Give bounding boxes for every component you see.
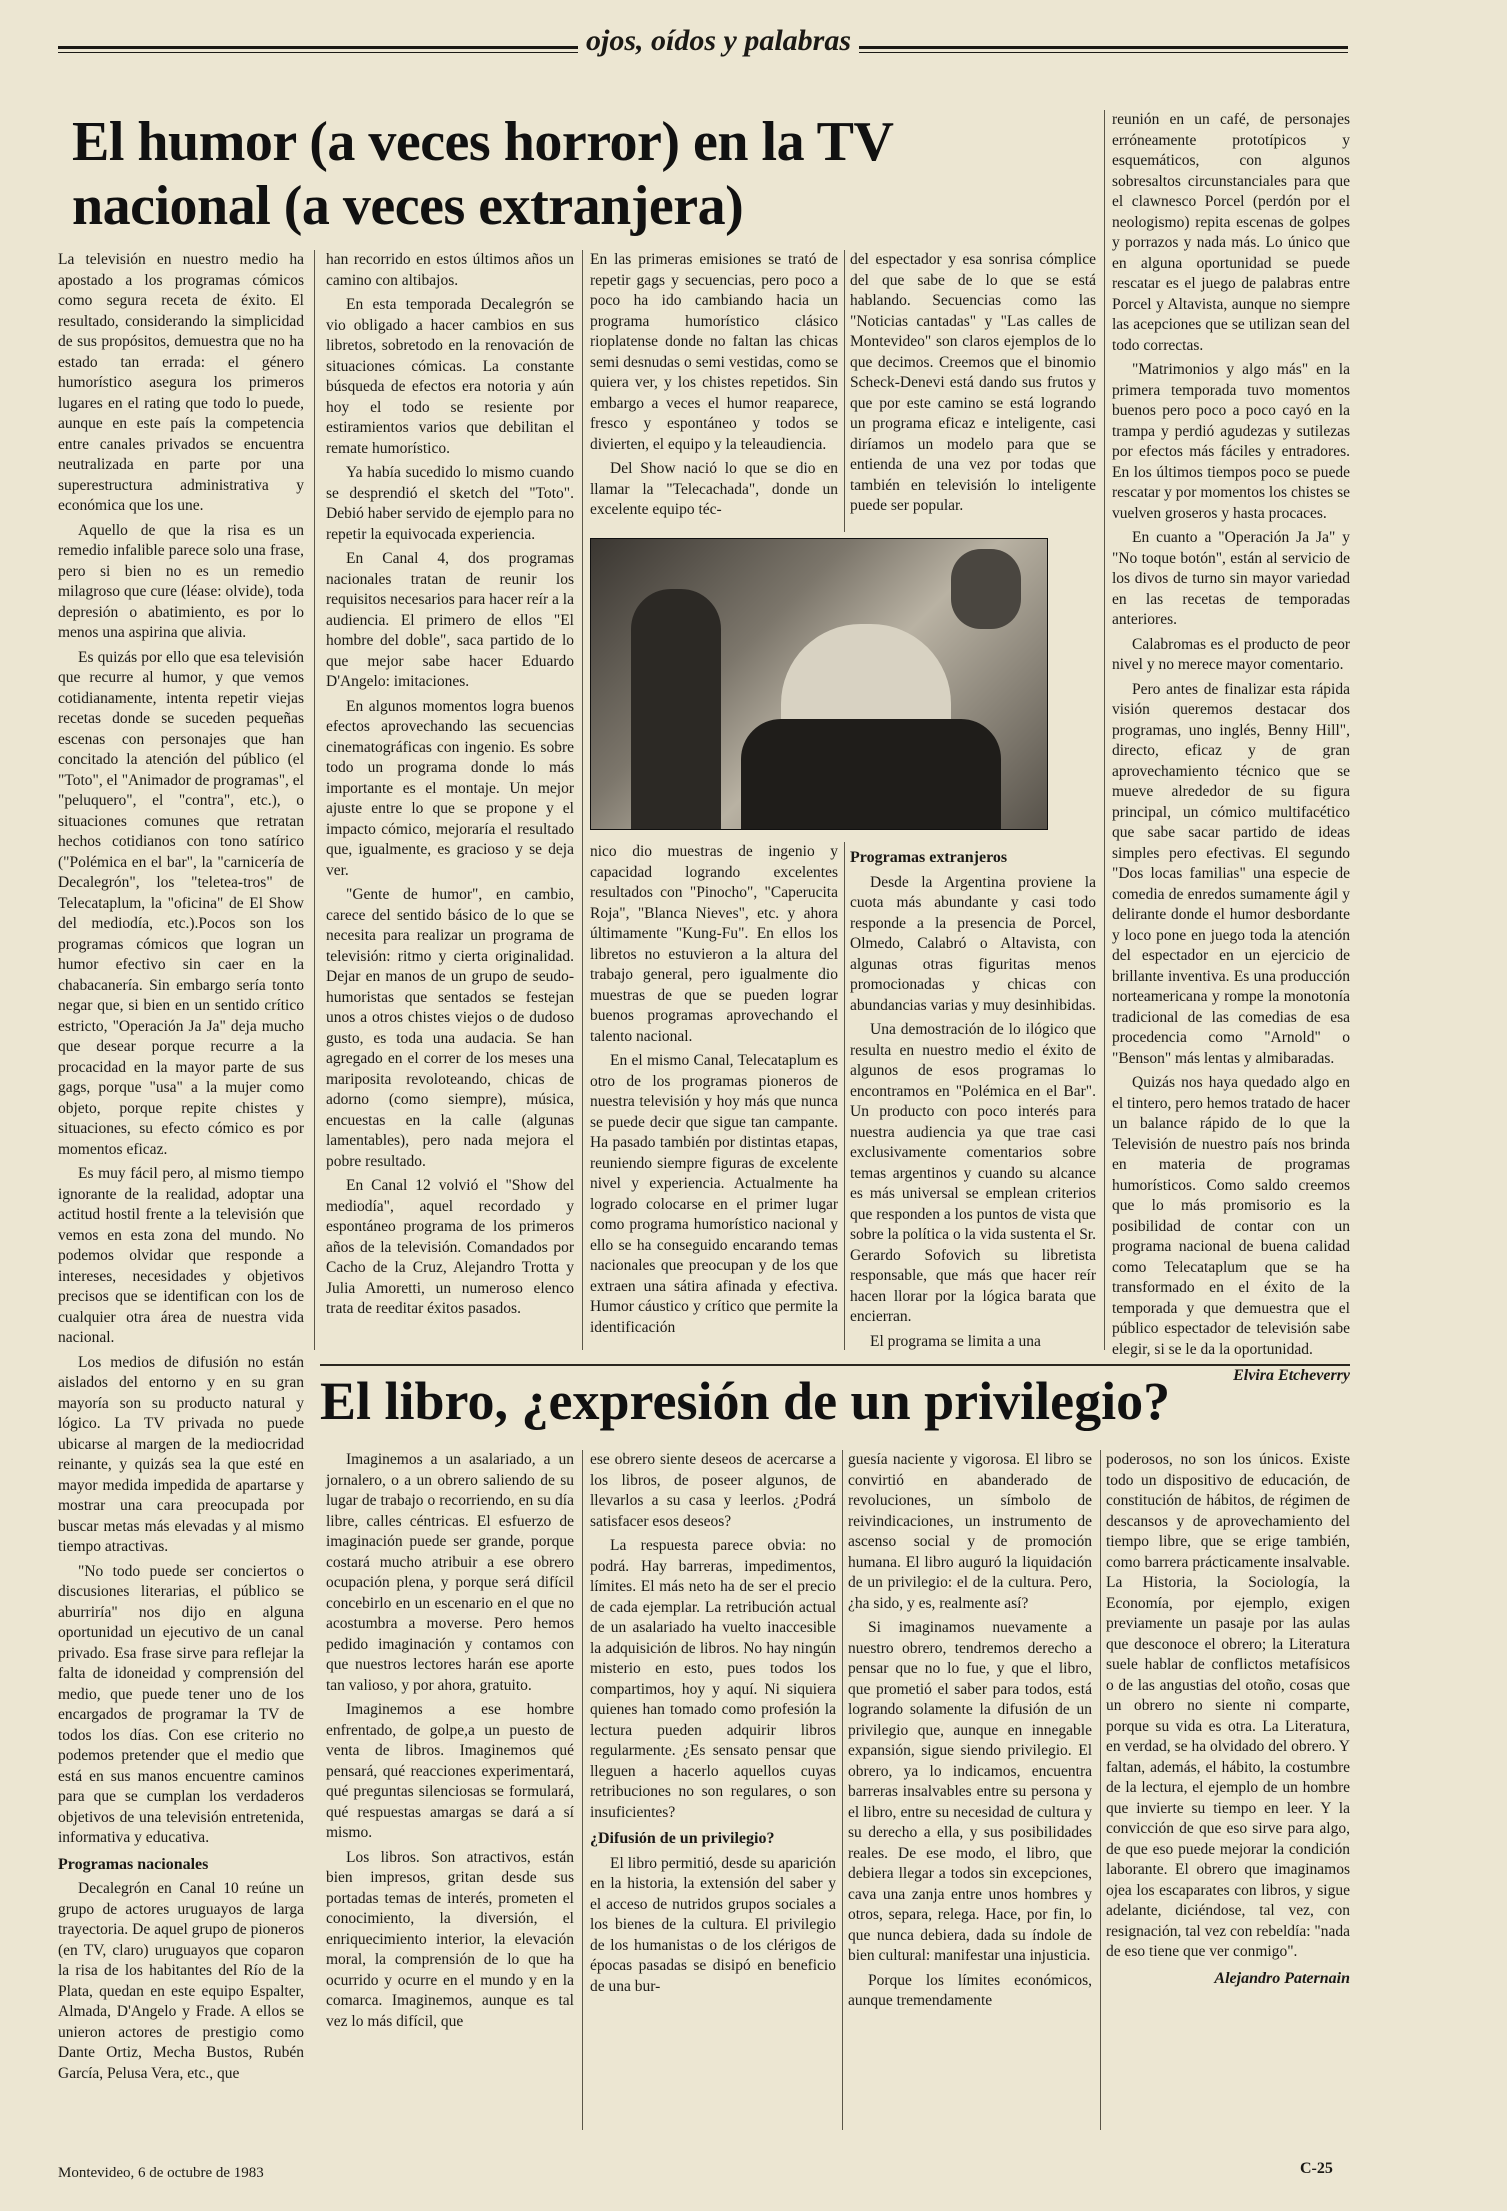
- paragraph: Calabromas es el producto de peor nivel y no merece mayor comentario.: [1112, 635, 1350, 673]
- section-header: [58, 22, 1348, 62]
- paragraph: Es muy fácil pero, al mismo tiempo ignorante de la realidad, adoptar una actitud hostil frente a la televisión que vemos en esta zona del mundo. No podemos olvidar que responde a intereses, necesidades y objetivos precisos que se identifican con los de cualquier otra área de nuestra vida nacional.: [58, 1165, 304, 1346]
- article1-headline: El humor (a veces horror) en la TV nacional (a veces extranjera): [72, 111, 893, 237]
- paragraph: Imaginemos a ese hombre enfrentado, de golpe,a un puesto de venta de libros. Imaginemos qué pensará, qué reacciones experimentará, qué preguntas silenciosas se formulará, qué respuestas amargas se dará a sí mismo.: [326, 1701, 574, 1841]
- paragraph: reunión en un café, de personajes erróneamente prototípicos y esquemáticos, con algunos sobresaltos circunstanciales para que el clawnesco Porcel (perdón por el neologismo) repita escenas de golpes y porrazos y nada más. Lo único que en alguna oportunidad se puede rescatar es el juego de palabras entre Porcel y Altavista, aunque no siempre las acepciones que se utilizan sean del todo correctas.: [1112, 111, 1350, 354]
- column-rule: [582, 1450, 583, 2130]
- paragraph: "No todo puede ser conciertos o discusiones literarias, el público se aburriría" nos dijo en alguna oportunidad un ejecutivo de un canal privado. Esa frase sirve para reflejar la falta de idoneidad y comprensión del medio, que puede tener uno de los encargados de programar la TV de todos los días. Con ese criterio no podemos pretender que el medio que está en sus manos encuentre caminos para que se cumplan los verdaderos objetivos de una televisión entretenida, informativa y educativa.: [58, 1562, 304, 1846]
- paragraph: En Canal 4, dos programas nacionales tratan de reunir los requisitos necesarios para hacer reír a la audiencia. El primero de ellos "El hombre del doble", saca partido de lo que mejor sabe hacer Eduardo D'Angelo: imitaciones.: [326, 550, 574, 690]
- paragraph: Imaginemos a un asalariado, a un jornalero, o a un obrero saliendo de su lugar de trabajo o recorriendo, en su día libre, calles céntricas. El esfuerzo de imaginación puede ser grande, porque costará mucho atribuir a ese obrero ocupación plena, y porque será difícil concebirlo en un escenario en el que no acostumbra a moverse. Pero hemos pedido imaginación y contamos con que nuestros lectores harán ese aporte tan valioso, y por ahora, gratuito.: [326, 1451, 574, 1694]
- article2-column-4: [1106, 1450, 1350, 2130]
- paragraph: Del Show nació lo que se dio en llamar la "Telecachada", donde un excelente equipo téc-: [590, 460, 838, 518]
- paragraph: El libro permitió, desde su aparición en la historia, la extensión del saber y el acceso de nutridos grupos sociales a los bienes de la cultura. El privilegio de los humanistas o de los clérigos de épocas pasadas se disipó en beneficio de una bur-: [590, 1854, 836, 1995]
- paragraph: Una demostración de lo ilógico que resulta en nuestro medio el éxito de algunos de esos programas lo encontramos en "Polémica en el Bar". Un producto con poco interés para nuestra audiencia ya que trae casi exclusivamente comentarios sobre temas argentinos y cuando su alcance es más universal se emplean criterios que responden a los puntos de vista que sobre la política o la vida sustenta el Sr. Gerardo Sofovich su libretista responsable, que más que hacer reír hacen llorar por la lógica barata que encierran.: [850, 1021, 1096, 1325]
- paragraph: "Gente de humor", en cambio, carece del sentido básico de lo que se necesita para realizar un programa de televisión: ritmo y cierta originalidad. Dejar en manos de un grupo de seudo-humoristas que sentados se festejan unos a otros chistes viejos o de dudoso gusto, es toda una audacia. Se han agregado en el correr de los meses una mariposita revoloteando, chicas de adorno (como siempre), música, encuestas en la calle (algunas lamentables), pero nada mejora el pobre resultado.: [326, 886, 574, 1170]
- paragraph: Ya había sucedido lo mismo cuando se desprendió el sketch del "Toto". Debió haber servido de ejemplo para no repetir la equivocada experiencia.: [326, 464, 574, 543]
- column-rule: [844, 842, 845, 1350]
- article1-column-3-bottom: [590, 842, 838, 1350]
- section-title: ojos, oídos y palabras: [578, 22, 859, 60]
- photo-figure: [631, 589, 721, 829]
- article-divider: [320, 1364, 1350, 1366]
- paragraph: Quizás nos haya quedado algo en el tintero, pero hemos tratado de hacer un balance rápido de lo que la Televisión de nuestro país nos brinda en materia de programas humorísticos. Como saldo creemos que lo más promisorio es la posibilidad de contar con un programa nacional de buena calidad como Telecataplum que se ha transformado en el éxito de la temporada y que demuestra que el público espectador de televisión sabe elegir, si se le da la oportunidad.: [1112, 1074, 1350, 1358]
- column-rule: [1100, 1450, 1101, 2130]
- paragraph: La televisión en nuestro medio ha apostado a los programas cómicos como segura receta de éxito. El resultado, considerando la simplicidad de sus propósitos, demuestra que no ha estado tan errada: el género humorístico asegura los primeros lugares en el rating que todo lo puede, aunque en este país la competencia entre canales privados se encuentra neutralizada en parte por una superestructura administrativa y económica que los une.: [58, 251, 304, 514]
- paragraph: Es quizás por ello que esa televisión que recurre al humor, y que vemos cotidianamente, intenta repetir viejas recetas donde se suceden pequeñas escenas con personajes que han concitado la atención del público (el "Toto", el "Animador de programas", el "peluquero", el "contra", etc.), o situaciones comunes que retratan hechos cotidianos con tono satírico ("Polémica en el bar", la "carnicería de Decalegrón", los "teletea-tros" de Telecataplum, la "oficina" de El Show del mediodía, etc.).Pocos son los programas cómicos que logran un humor efectivo sin caer en la chabacanería. Sin embargo sería tonto negar que, si bien en un sentido crítico estricto, "Operación Ja Ja" deja mucho que desear porque recurre a la procacidad en la mayor parte de sus gags, porque "usa" a la mujer como objeto, porque repite chistes y situaciones, su efecto cómico es por momentos eficaz.: [58, 648, 304, 1158]
- photo-figure-body: [741, 719, 1001, 829]
- article2-column-1: [326, 1450, 574, 2130]
- article1-column-1: [58, 250, 304, 2082]
- article1-column-3-top: [590, 250, 838, 532]
- subhead-programas-nacionales: Programas nacionales: [58, 1855, 209, 1873]
- column-rule: [1104, 110, 1105, 1350]
- paragraph: guesía naciente y vigorosa. El libro se convirtió en abanderado de revoluciones, un símbolo de reivindicaciones, un instrumento de ascenso social y de promoción humana. El libro auguró la liquidación de un privilegio: el de la cultura. Pero, ¿ha sido, y es, realmente así?: [848, 1451, 1092, 1612]
- photo-comedians: [590, 538, 1048, 830]
- paragraph: Porque los límites económicos, aunque tremendamente: [848, 1971, 1092, 2009]
- column-rule: [582, 250, 583, 1350]
- article2-byline: Alejandro Paternain: [1214, 1969, 1350, 1987]
- paragraph: Los medios de difusión no están aislados del entorno y en su gran mayoría son su producto natural y lógico. La TV privada no puede ubicarse al margen de la mediocridad reinante, y quizás sea la que esté en mayor medida impedida de apartarse y mostrar una cara preocupada por buscar metas más elevadas y al mismo tiempo atractivas.: [58, 1353, 304, 1555]
- column-rule: [842, 1450, 843, 2130]
- paragraph: Decalegrón en Canal 10 reúne un grupo de actores uruguayos de larga trayectoria. De aquel grupo de pioneros (en TV, claro) uruguayos que coparon la risa de los habitantes del Río de la Plata, quedan en este equipo Espalter, Almada, D'Angelo y Frade. A ellos se unieron actores de prestigio como Dante Ortiz, Mecha Bustos, Rubén García, Pelusa Vera, etc., que: [58, 1880, 304, 2082]
- paragraph: En el mismo Canal, Telecataplum es otro de los programas pioneros de nuestra televisión y hoy más que nunca se puede decir que sigue tan campante. Ha pasado también por distintas etapas, reuniendo siempre figuras de excelente nivel y experiencia. Actualmente ha logrado colocarse en el primer lugar como programa humorístico nacional y ello se ha conseguido encarando temas nacionales que preocupan y de los que extraen una sátira afinada y efectiva. Humor cáustico y crítico que permite la identificación: [590, 1052, 838, 1336]
- paragraph: han recorrido en estos últimos años un camino con altibajos.: [326, 251, 574, 289]
- paragraph: Pero antes de finalizar esta rápida visión queremos destacar dos programas, uno inglés, Benny Hill", directo, eficaz y de gran aprovechamiento técnico que se mueve alrededor de su figura principal, un cómico multifacético que sabe sacar partido de ideas simples pero efectivas. El segundo "Dos locas familias" una especie de comedia de enredos sumamente ágil y delirante donde el humor desbordante y loco pone en juego toda la atención del espectador en un ejercicio de brillante inventiva. Es una producción norteamericana y rompe la monotonía tradicional de las comedias de esa procedencia como "Arnold" o "Benson" más lentas y almibaradas.: [1112, 680, 1350, 1067]
- paragraph: nico dio muestras de ingenio y capacidad logrando excelentes resultados con "Pinocho", "Caperucita Roja", "Blanca Nieves", etc. y ahora últimamente "Kung-Fu". En ellos los libretos no estuvieron a la altura del trabajo general, pero igualmente dio muestras de que se pueden lograr buenos programas aprovechando el talento nacional.: [590, 843, 838, 1045]
- paragraph: Si imaginamos nuevamente a nuestro obrero, tendremos derecho a pensar que no lo fue, y que el libro, que prometió el saber para todos, está logrando solamente la difusión de un privilegio que, aunque en innegable expansión, sigue siendo privilegio. El obrero, ya lo indicamos, encuentra barreras insalvables entre su persona y el libro, entre su necesidad de cultura y su derecho a ella, y sus posibilidades reales. De ese modo, el libro, que debiera llegar a todos sin excepciones, cava una zanja entre unos hombres y otros, separa, relega. Hace, por fin, lo que nunca debiera, dada su índole de bien cultural: manifestar una injusticia.: [848, 1619, 1092, 1964]
- paragraph: En Canal 12 volvió el "Show del mediodía", aquel recordado y espontáneo programa de los primeros años de la televisión. Comandados por Cacho de la Cruz, Alejandro Trotta y Julia Amoretti, un numeroso elenco trata de reeditar éxitos pasados.: [326, 1177, 574, 1317]
- paragraph: Desde la Argentina proviene la cuota más abundante y casi todo responde a la presencia de Porcel, Olmedo, Calabró o Altavista, con algunas otras figuritas menos promocionadas y chicas con abundancias varias y muy desinhibidas.: [850, 873, 1096, 1014]
- paragraph: poderosos, no son los únicos. Existe todo un dispositivo de educación, de constitución de hábitos, de régimen de descansos y de aprovechamiento del tiempo libre, que se erige también, como barrera prácticamente insalvable. La Historia, la Sociología, la Economía, por ejemplo, exigen previamente un pasaje por las aulas que desconoce el obrero; la Literatura suele hablar de conflictos metafísicos o de las angustias del otoño, cosas que un obrero no siente ni comparte, porque su vida es otra. La Literatura, en verdad, se ha olvidado del obrero. Y faltan, además, el hábito, la costumbre de la lectura, el ejemplo de un hombre que invierte su tiempo en leer. Y la convicción de que eso sirve para algo, de que eso puede mejorar la condición laborante. El obrero que imaginamos ojea los escaparates con libros, y sigue adelante, diciéndose, tal vez, con resignación, tal vez con rebeldía: "nada de eso tiene que ver conmigo".: [1106, 1451, 1350, 1960]
- paragraph: Los libros. Son atractivos, están bien impresos, gritan desde sus portadas temas de interés, prometen el conocimiento, la diversión, el enriquecimiento interior, la elevación moral, la comprensión de lo que ha ocurrido y ocurre en el mundo y en la comarca. Imaginemos, aunque es tal vez lo más difícil, que: [326, 1848, 574, 2030]
- article1-column-2: [326, 250, 574, 1350]
- article2-column-2: [590, 1450, 836, 2130]
- subhead-difusion-privilegio: ¿Difusión de un privilegio?: [590, 1830, 775, 1847]
- paragraph: El programa se limita a una: [870, 1332, 1041, 1350]
- article1-column-5: [1112, 110, 1350, 1384]
- paragraph: En las primeras emisiones se trató de repetir gags y secuencias, pero poco a poco ha ido cambiando hacia un programa humorístico clásico rioplatense donde no faltan las chicas semi desnudas o semi vestidas, como se quiera ver, y los chistes repetidos. Sin embargo a veces el humor reaparece, fresco y espontáneo y todos se divierten, el equipo y la teleaudiencia.: [590, 251, 838, 453]
- article2-column-3: [848, 1450, 1092, 2130]
- paragraph: La respuesta parece obvia: no podrá. Hay barreras, impedimentos, límites. El más neto ha de ser el precio de cada ejemplar. La retribución actual de un asalariado ha vuelto inaccesible la adquisición de libros. No hay ningún misterio en esto, pues todos los compartimos, hoy y aquí. Ni siquiera quienes han tomado como profesión la lectura pueden adquirir libros regularmente. ¿Es sensato pensar que lleguen a hacerlo aquellos cuyas retribuciones no son regulares, o son insuficientes?: [590, 1537, 836, 1821]
- paragraph: En esta temporada Decalegrón se vio obligado a hacer cambios en sus libretos, sobretodo en la renovación de situaciones cómicas. La constante búsqueda de efectos era notoria y aún hoy el todo se resiente por estiramientos varios que debilitan el remate humorístico.: [326, 296, 574, 457]
- article2-headline: El libro, ¿expresión de un privilegio?: [320, 1371, 1171, 1431]
- paragraph: En cuanto a "Operación Ja Ja" y "No toque botón", están al servicio de los divos de turno sin mayor variedad en las recetas de temporadas anteriores.: [1112, 529, 1350, 628]
- paragraph: "Matrimonios y algo más" en la primera temporada tuvo momentos buenos pero poco a poco cayó en la trampa y perdió agudezas y sutilezas por efectos más fáciles y entradores. En los últimos tiempos poco se puede rescatar y por momentos los chistes se vuelven groseros y hasta procaces.: [1112, 361, 1350, 522]
- subhead-programas-extranjeros: Programas extranjeros: [850, 849, 1008, 866]
- photo-figure-background: [951, 549, 1021, 629]
- paragraph: del espectador y esa sonrisa cómplice del que sabe de lo que se está hablando. Secuencias como las "Noticias cantadas" y "Las calles de Montevideo" son claros ejemplos de lo que decimos. Creemos que el binomio Scheck-Denevi está dando sus frutos y que por este camino se está logrando un programa eficaz e inteligente, casi diríamos un modelo para que se entienda de una vez por todas que también en televisión lo inteligente puede ser popular.: [850, 251, 1096, 514]
- page-number: C-25: [1300, 2160, 1333, 2177]
- article1-column-4-bottom: [850, 842, 1096, 1350]
- column-rule: [844, 250, 845, 532]
- paragraph: Aquello de que la risa es un remedio infalible parece solo una frase, pero si bien no es un remedio milagroso que cure (léase: olvide), toda depresión o abatimiento, es por lo menos una aspirina que alivia.: [58, 521, 304, 641]
- paragraph: En algunos momentos logra buenos efectos aprovechando las secuencias cinematográficas con ingenio. Es sobre todo un programa donde lo más importante es el montaje. Un mejor ajuste entre lo que se propone y el impacto cómico, mejoraría el resultado que, igualmente, es gracioso y se deja ver.: [326, 697, 574, 879]
- dateline: Montevideo, 6 de octubre de 1983: [58, 2165, 264, 2181]
- article1-column-4-top: [850, 250, 1096, 532]
- paragraph: ese obrero siente deseos de acercarse a los libros, de poseer algunos, de llevarlos a su casa y leerlos. ¿Podrá satisfacer esos deseos?: [590, 1451, 836, 1530]
- article1-byline: Elvira Etcheverry: [1233, 1367, 1350, 1384]
- column-rule: [314, 250, 315, 1350]
